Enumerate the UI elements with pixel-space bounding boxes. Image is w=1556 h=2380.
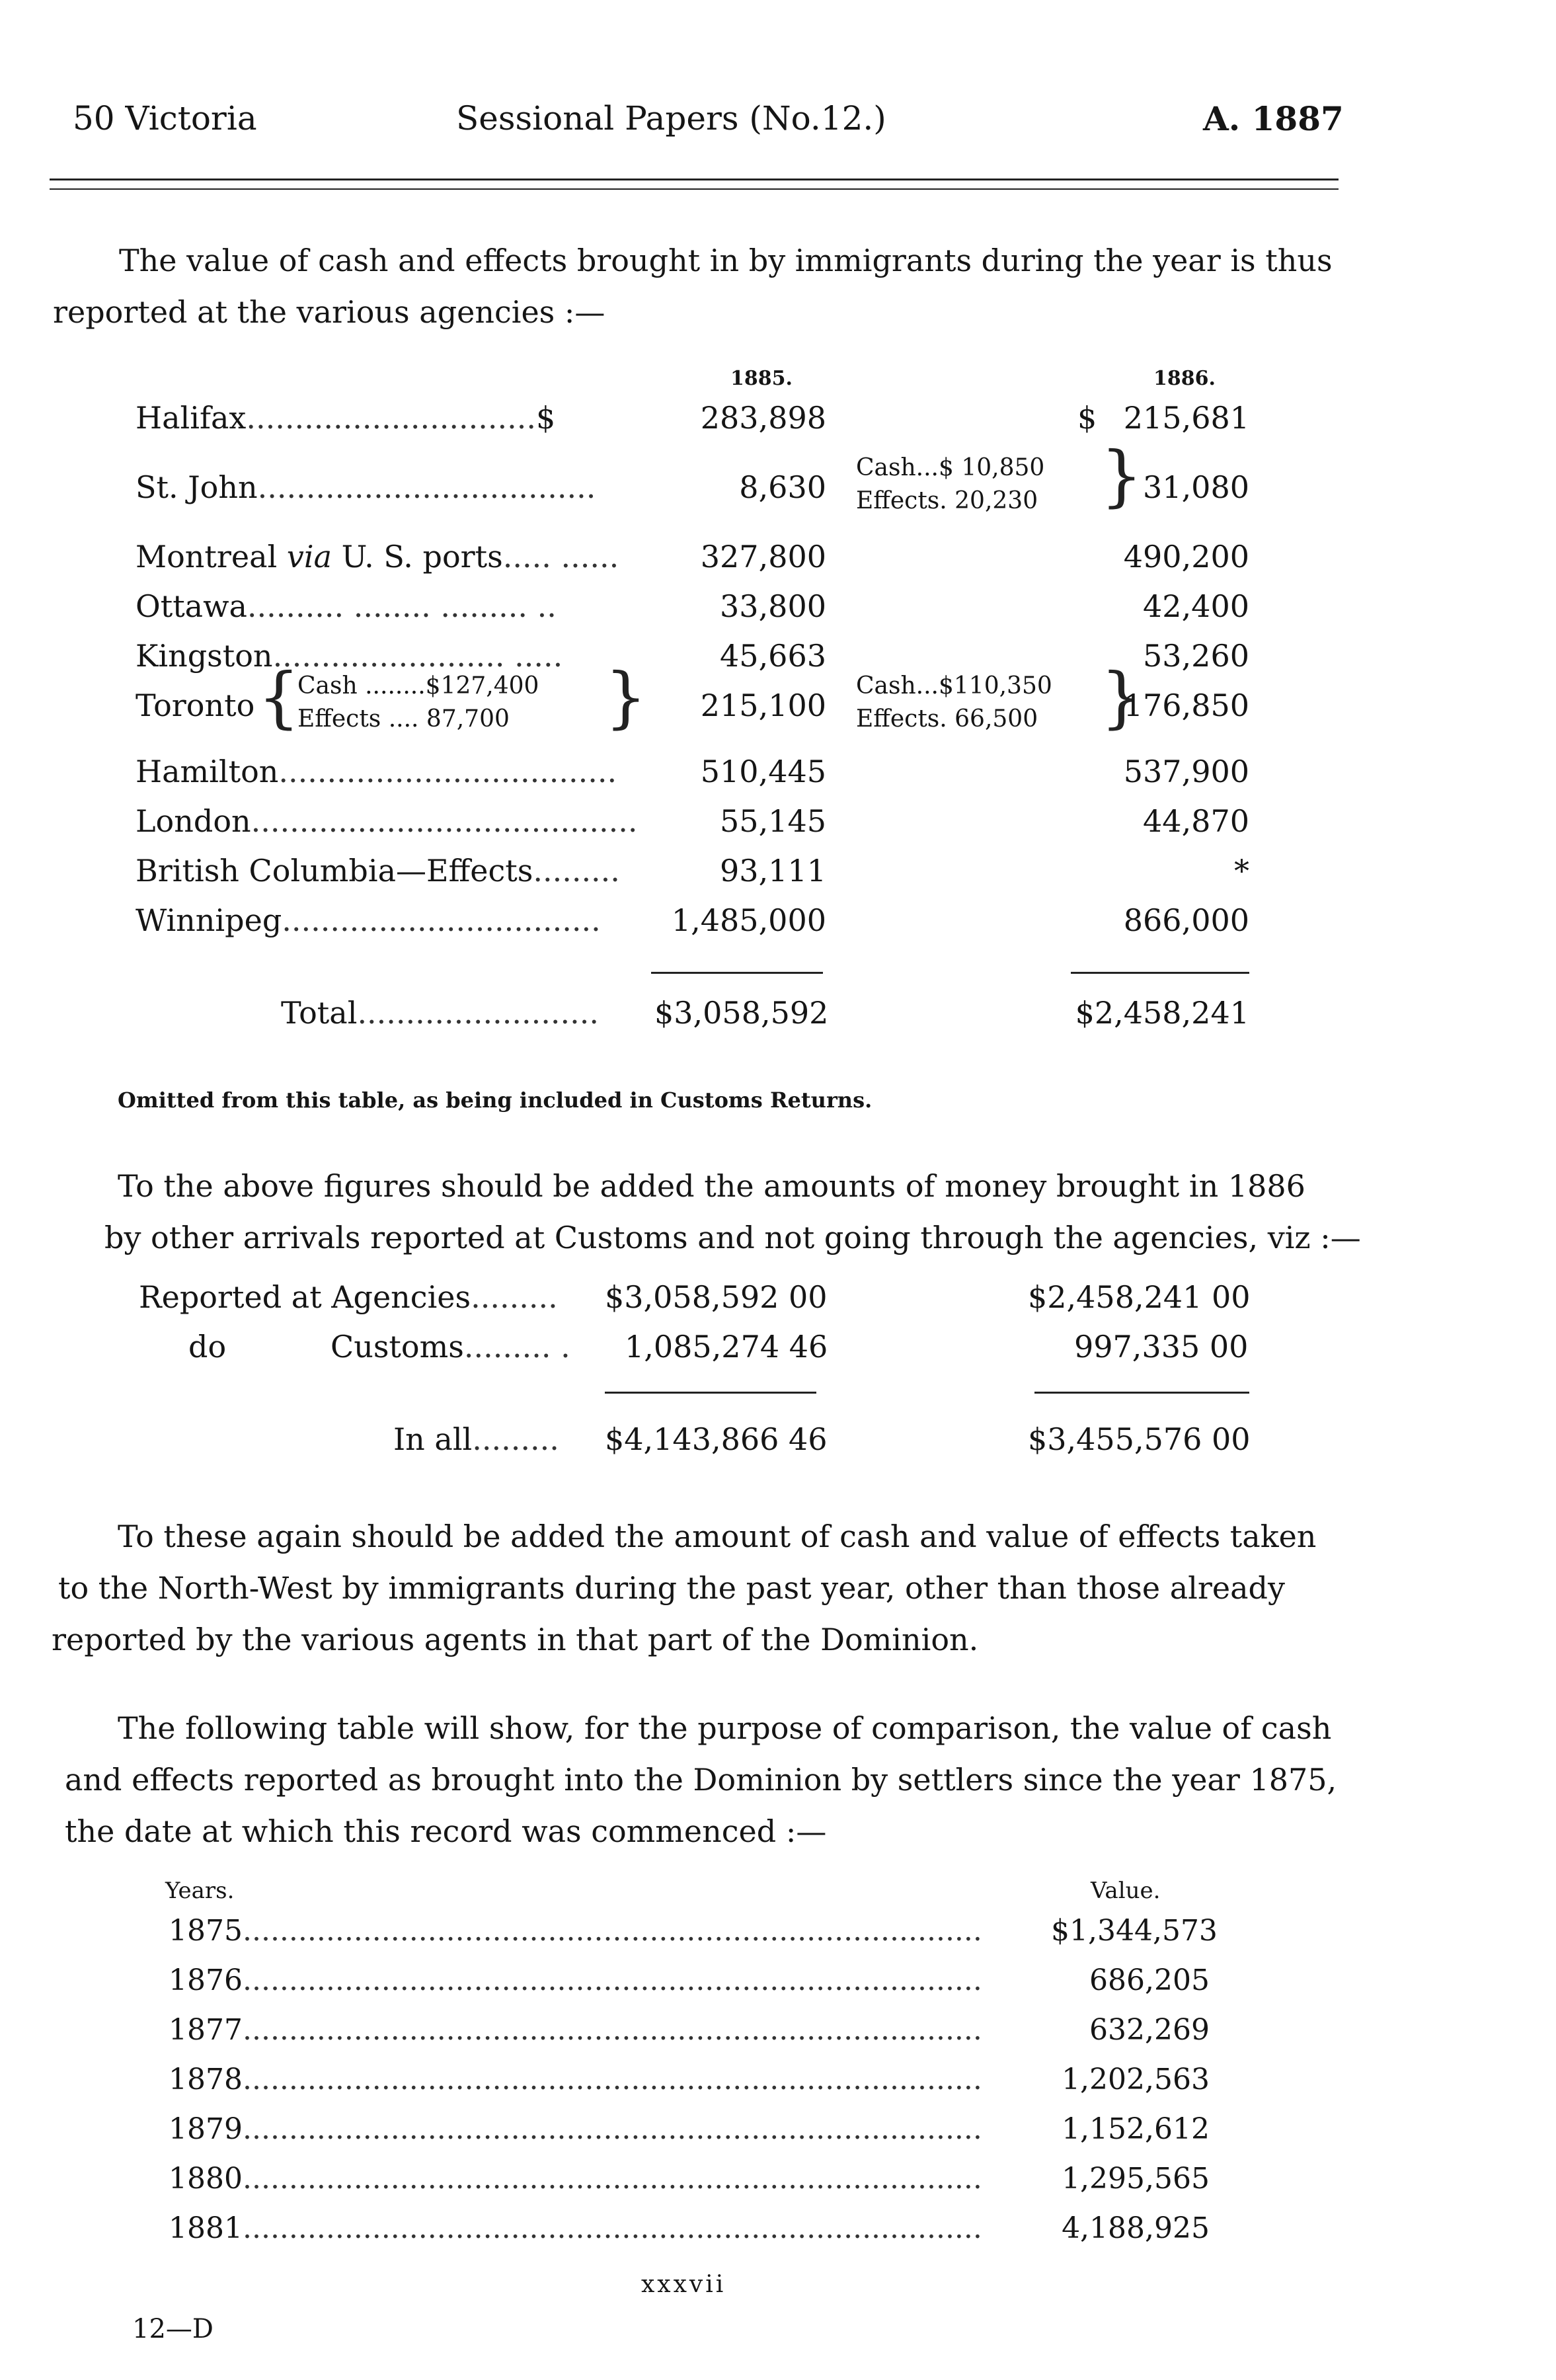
- value-cell: 686,205: [1089, 1964, 1210, 1997]
- row-london: [136, 803, 638, 839]
- year-dots: ................................................................................: [242, 2112, 982, 2146]
- value-cell: 632,269: [1089, 2013, 1210, 2047]
- sum-rule-1886: [1071, 972, 1249, 974]
- customs-row-agencies: [139, 1279, 558, 1315]
- year-cell: 1879: [169, 2112, 243, 2146]
- intro-line-2: reported at the various agencies :—: [53, 294, 605, 330]
- intro-paragraph: [53, 235, 1342, 338]
- customs-total-label: In all: [393, 1421, 473, 1457]
- page-number: xxxvii: [641, 2271, 726, 2298]
- kingston-label: Kingston: [136, 638, 273, 674]
- hamilton-1885: 510,445: [700, 754, 826, 789]
- stjohn-dots: ...................................: [257, 469, 596, 505]
- toronto-cash: Cash ........$127,400: [297, 672, 539, 699]
- customs-row2-label: Customs: [331, 1329, 464, 1365]
- halifax-label: Halifax: [136, 400, 247, 436]
- row-kingston: [136, 638, 563, 674]
- customs-row1-b: $2,458,241 00: [1028, 1279, 1251, 1315]
- value-cell: 1,295,565: [1062, 2162, 1210, 2196]
- year-dots: ................................................................................: [242, 2013, 982, 2047]
- total-dots: .........................: [357, 995, 599, 1031]
- northwest-paragraph: [52, 1511, 1341, 1665]
- customs-row2-do: do: [188, 1329, 227, 1365]
- row-stjohn: [136, 469, 596, 505]
- stjohn-cash: Cash...$ 10,850: [856, 454, 1045, 481]
- halifax-dollar-1886: $: [1077, 400, 1097, 436]
- toronto-label: Toronto: [136, 688, 255, 723]
- year-dots: ................................................................................: [242, 2162, 982, 2196]
- stjohn-brace: }: [1101, 437, 1143, 514]
- customs-total-a: $4,143,866 46: [605, 1421, 828, 1457]
- montreal-via: via: [286, 539, 332, 575]
- toronto-brace-left: {: [258, 658, 300, 736]
- customs-sum-rule-a: [605, 1392, 816, 1394]
- year-dots: ................................................................................: [242, 2063, 982, 2096]
- toronto-effects-1886: Effects. 66,500: [856, 705, 1038, 733]
- year-dots: ................................................................................: [242, 1914, 982, 1948]
- toronto-brace-1886: }: [1101, 658, 1143, 736]
- comparison-paragraph: [65, 1702, 1341, 1857]
- years-row: [169, 2063, 1102, 2096]
- london-label: London: [136, 803, 251, 839]
- value-cell: $1,344,573: [1051, 1914, 1218, 1948]
- stjohn-1886: 31,080: [1143, 469, 1249, 505]
- bc-dots: .........: [533, 853, 620, 889]
- hamilton-1886: 537,900: [1123, 754, 1249, 789]
- years-row: [169, 2211, 1102, 2245]
- customs-row1-a: $3,058,592 00: [605, 1279, 828, 1315]
- value-head: Value.: [1091, 1878, 1161, 1904]
- year-cell: 1877: [169, 2013, 243, 2047]
- row-hamilton: [136, 754, 617, 789]
- years-row: [169, 2162, 1102, 2196]
- row-ottawa: [136, 588, 557, 624]
- customs-row-customs: [331, 1329, 570, 1365]
- london-1886: 44,870: [1143, 803, 1249, 839]
- bc-label: British Columbia—Effects: [136, 853, 533, 889]
- value-cell: 1,152,612: [1062, 2112, 1210, 2146]
- year-cell: 1875: [169, 1914, 243, 1948]
- kingston-1885: 45,663: [720, 638, 826, 674]
- header-right: A. 1887: [1203, 99, 1344, 138]
- bc-1886: *: [1234, 853, 1249, 889]
- year-dots: ................................................................................: [242, 1964, 982, 1997]
- customs-row2-b: 997,335 00: [1074, 1329, 1249, 1365]
- customs-row2-dots: ......... .: [463, 1329, 570, 1365]
- comparison-line-2: and effects reported as brought into the Dominion by settlers since the year 1875,: [65, 1762, 1337, 1798]
- comparison-line-3: the date at which this record was commenced :—: [65, 1813, 827, 1849]
- years-head: Years.: [165, 1878, 235, 1904]
- signature-mark: 12—D: [132, 2314, 214, 2344]
- halifax-1886: 215,681: [1123, 400, 1249, 436]
- year-cell: 1880: [169, 2162, 243, 2196]
- year-cell: 1876: [169, 1964, 243, 1997]
- halifax-dots: ..............................: [246, 400, 537, 436]
- year-cell: 1878: [169, 2063, 243, 2096]
- northwest-line-3: reported by the various agents in that part of the Dominion.: [52, 1622, 979, 1657]
- montreal-1886: 490,200: [1123, 539, 1249, 575]
- customs-sum-rule-b: [1034, 1392, 1249, 1394]
- header-rule-2: [50, 188, 1339, 190]
- halifax-dollar: $: [536, 400, 556, 436]
- header-center: Sessional Papers (No.12.): [456, 99, 886, 138]
- montreal-prefix: Montreal: [136, 539, 287, 575]
- montreal-suffix: U. S. ports: [332, 539, 503, 575]
- customs-total-dots: .........: [472, 1421, 559, 1457]
- total-label: Total: [281, 995, 358, 1031]
- stjohn-effects: Effects. 20,230: [856, 487, 1038, 514]
- ottawa-dots: .......... ........ ......... ..: [247, 588, 557, 624]
- years-row: [169, 2013, 1102, 2047]
- halifax-1885: 283,898: [700, 400, 826, 436]
- northwest-line-2: to the North-West by immigrants during the past year, other than those already: [58, 1570, 1285, 1606]
- year-dots: ................................................................................: [242, 2211, 982, 2245]
- value-cell: 1,202,563: [1062, 2063, 1210, 2096]
- ottawa-1885: 33,800: [720, 588, 826, 624]
- value-cell: 4,188,925: [1062, 2211, 1210, 2245]
- kingston-1886: 53,260: [1143, 638, 1249, 674]
- ottawa-label: Ottawa: [136, 588, 247, 624]
- intro-line-1: The value of cash and effects brought in by immigrants during the year is thus: [119, 243, 1333, 278]
- years-row: [169, 1914, 1102, 1948]
- sum-rule-1885: [651, 972, 823, 974]
- total-1885: $3,058,592: [654, 995, 829, 1031]
- header-rule: [50, 178, 1339, 180]
- years-row: [169, 1964, 1102, 1997]
- col-head-1885: 1885.: [730, 367, 793, 390]
- hamilton-label: Hamilton: [136, 754, 279, 789]
- toronto-1885: 215,100: [700, 688, 826, 723]
- london-1885: 55,145: [720, 803, 826, 839]
- comparison-line-1: The following table will show, for the purpose of comparison, the value of cash: [118, 1710, 1332, 1746]
- bc-1885: 93,111: [720, 853, 826, 889]
- stjohn-1885: 8,630: [739, 469, 826, 505]
- years-row: [169, 2112, 1102, 2146]
- winnipeg-1886: 866,000: [1123, 902, 1249, 938]
- customs-row-total: [393, 1421, 559, 1457]
- toronto-brace-right: }: [605, 658, 647, 736]
- winnipeg-dots: .................................: [282, 902, 601, 938]
- hamilton-dots: ...................................: [278, 754, 617, 789]
- winnipeg-1885: 1,485,000: [671, 902, 826, 938]
- northwest-line-1: To these again should be added the amount of cash and value of effects taken: [118, 1519, 1317, 1554]
- toronto-1886: 176,850: [1123, 688, 1249, 723]
- toronto-cash-1886: Cash...$110,350: [856, 672, 1052, 699]
- footnote: Omitted from this table, as being included in Customs Returns.: [118, 1088, 873, 1113]
- row-total: [281, 995, 599, 1031]
- row-halifax: [136, 400, 555, 436]
- col-head-1886: 1886.: [1153, 367, 1216, 390]
- customs-row2-a: 1,085,274 46: [625, 1329, 828, 1365]
- customs-row1-dots: .........: [471, 1279, 558, 1315]
- customs-total-b: $3,455,576 00: [1028, 1421, 1251, 1457]
- year-cell: 1881: [169, 2211, 243, 2245]
- montreal-dots: ..... ......: [502, 539, 619, 575]
- winnipeg-label: Winnipeg: [136, 902, 282, 938]
- customs-line-2: by other arrivals reported at Customs and not going through the agencies, viz :—: [104, 1220, 1361, 1255]
- stjohn-label: St. John: [136, 469, 258, 505]
- customs-line-1: To the above figures should be added the amounts of money brought in 1886: [118, 1168, 1305, 1204]
- header-left: 50 Victoria: [73, 99, 257, 138]
- total-1886: $2,458,241: [1075, 995, 1249, 1031]
- customs-paragraph: [104, 1160, 1361, 1263]
- row-british-columbia: [136, 853, 620, 889]
- row-winnipeg: [136, 902, 601, 938]
- row-montreal: [136, 539, 619, 575]
- montreal-1885: 327,800: [700, 539, 826, 575]
- toronto-effects: Effects .... 87,700: [297, 705, 510, 733]
- kingston-dots: ........................ .....: [272, 638, 563, 674]
- ottawa-1886: 42,400: [1143, 588, 1249, 624]
- customs-row1-label: Reported at Agencies: [139, 1279, 471, 1315]
- london-dots: ........................................: [251, 803, 638, 839]
